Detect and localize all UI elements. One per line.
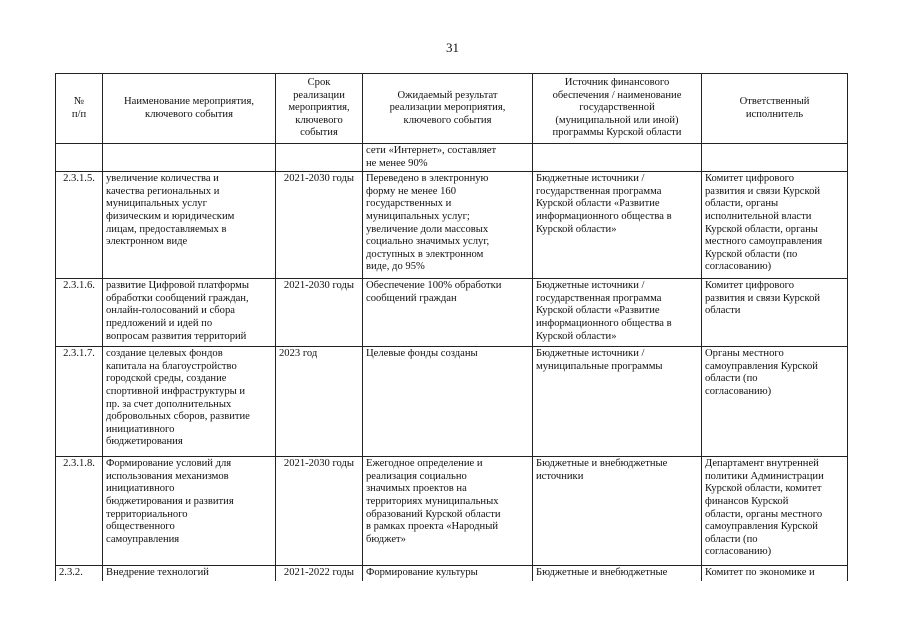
text-line: информационного общества в xyxy=(536,210,672,222)
text-line: социально значимых услуг, xyxy=(366,236,490,248)
text-line: Ожидаемый результат xyxy=(397,89,498,101)
text-line: территориях муниципальных xyxy=(366,495,499,507)
header-funding-source xyxy=(533,74,702,144)
text-line: Курской области, комитет xyxy=(705,483,822,495)
text-line: 2021-2022 годы xyxy=(283,567,355,579)
text-line: согласованию) xyxy=(705,261,772,273)
row-name xyxy=(103,172,276,279)
row-term xyxy=(276,566,363,581)
text-line: Формирование условий для xyxy=(106,458,232,470)
text-line: виде, до 95% xyxy=(366,261,425,273)
text-line: пр. за счет дополнительных xyxy=(106,398,232,410)
table-header-row xyxy=(56,74,848,144)
text-line: обеспечения / наименование xyxy=(552,89,682,101)
text-line: 2021-2030 годы xyxy=(283,280,355,292)
row-number: 2.3.1.6. xyxy=(56,279,103,347)
text-line: 2021-2030 годы xyxy=(283,458,355,470)
row-term xyxy=(276,279,363,347)
row-result xyxy=(363,172,533,279)
row-term xyxy=(276,144,363,172)
row-source xyxy=(533,347,702,457)
text-line: муниципальные программы xyxy=(536,360,663,372)
text-line: спортивной инфраструктуры и xyxy=(106,385,246,397)
row-source xyxy=(533,457,702,566)
row-source xyxy=(533,279,702,347)
text-line: исполнительной власти xyxy=(705,210,812,222)
header-executor xyxy=(702,74,848,144)
row-executor xyxy=(702,144,848,172)
row-name xyxy=(103,457,276,566)
text-line: области (по xyxy=(705,373,758,385)
text-line: ключевого xyxy=(295,114,343,126)
header-expected-result xyxy=(363,74,533,144)
row-source xyxy=(533,566,702,581)
text-line: Курской области, органы xyxy=(705,223,818,235)
text-line: вопросам развития территорий xyxy=(106,330,247,342)
text-line: Внедрение технологий xyxy=(106,567,209,579)
text-line: Комитет по экономике и xyxy=(705,567,815,579)
text-line: Ответственный xyxy=(739,95,810,107)
text-line: источники xyxy=(536,470,584,482)
text-line: Курской области «Развитие xyxy=(536,198,660,210)
table-row xyxy=(56,172,848,279)
text-line: самоуправления xyxy=(106,533,180,545)
text-line: Обеспечение 100% обработки xyxy=(366,280,502,292)
text-line: № xyxy=(73,95,85,107)
text-line: ключевого события xyxy=(403,114,492,126)
text-line: исполнитель xyxy=(745,108,804,120)
text-line: сообщений граждан xyxy=(366,292,457,304)
text-line: доступных в электронном xyxy=(366,248,484,260)
row-number: 2.3.1.5. xyxy=(56,172,103,279)
text-line: Курской области «Развитие xyxy=(536,305,660,317)
row-result xyxy=(363,144,533,172)
text-line: Комитет цифрового xyxy=(705,280,795,292)
text-line: физическим и юридическим xyxy=(106,210,235,222)
table-row xyxy=(56,566,848,581)
table-row xyxy=(56,347,848,457)
text-line: государственных и xyxy=(366,198,452,210)
text-line: самоуправления Курской xyxy=(705,521,818,533)
text-line: территориального xyxy=(106,508,188,520)
text-line: бюджетирования и развития xyxy=(106,495,234,507)
text-line: области (по xyxy=(705,533,758,545)
text-line: бюджет» xyxy=(366,533,406,545)
text-line: местного самоуправления xyxy=(705,236,823,248)
text-line: 2021-2030 годы xyxy=(283,173,355,185)
row-number xyxy=(56,144,103,172)
text-line: увеличение количества и xyxy=(106,173,219,185)
text-line: мероприятия, xyxy=(288,102,350,114)
row-name xyxy=(103,279,276,347)
text-line: финансов Курской xyxy=(705,495,789,507)
text-line: п/п xyxy=(71,108,87,120)
text-line: государственная программа xyxy=(536,185,662,197)
text-line: Органы местного xyxy=(705,348,784,360)
text-line: использования механизмов xyxy=(106,470,229,482)
table-row xyxy=(56,279,848,347)
text-line: (муниципальной или иной) xyxy=(555,114,679,126)
text-line: добровольных сборов, развитие xyxy=(106,411,250,423)
text-line: развития и связи Курской xyxy=(705,185,821,197)
text-line: увеличение доли массовых xyxy=(366,223,489,235)
text-line: значимых проектов на xyxy=(366,483,467,495)
text-line: онлайн-голосований и сбора xyxy=(106,305,235,317)
row-source xyxy=(533,172,702,279)
row-executor xyxy=(702,457,848,566)
text-line: программы Курской области xyxy=(552,127,682,139)
text-line: реализация социально xyxy=(366,470,467,482)
header-term xyxy=(276,74,363,144)
text-line: ключевого события xyxy=(145,108,233,120)
text-line: предложений и идей по xyxy=(106,317,213,329)
text-line: Ежегодное определение и xyxy=(366,458,483,470)
text-line: 2023 год xyxy=(279,348,318,360)
text-line: образований Курской области xyxy=(366,508,501,520)
text-line: Бюджетные и внебюджетные xyxy=(536,458,668,470)
text-line: сети «Интернет», составляет xyxy=(366,145,497,156)
row-number: 2.3.1.8. xyxy=(56,457,103,566)
text-line: городской среды, создание xyxy=(106,373,227,385)
text-line: электронном виде xyxy=(106,236,188,248)
text-line: муниципальных услуг xyxy=(106,198,207,210)
text-line: Срок xyxy=(307,77,331,89)
text-line: муниципальных услуг; xyxy=(366,210,470,222)
text-line: качества региональных и xyxy=(106,185,220,197)
text-line: информационного общества в xyxy=(536,317,672,329)
header-activity-name xyxy=(103,74,276,144)
table-row xyxy=(56,457,848,566)
text-line: государственной xyxy=(579,102,655,114)
text-line: создание целевых фондов xyxy=(106,348,223,360)
text-line: политики Администрации xyxy=(705,470,824,482)
text-line: Курской области» xyxy=(536,330,617,342)
row-executor xyxy=(702,172,848,279)
text-line: Источник финансового xyxy=(564,77,670,89)
text-line: лицам, предоставляемых в xyxy=(106,223,227,235)
row-executor xyxy=(702,279,848,347)
page-number: 31 xyxy=(446,40,459,55)
text-line: Комитет цифрового xyxy=(705,173,795,185)
text-line: форму не менее 160 xyxy=(366,185,456,197)
text-line: события xyxy=(300,127,338,139)
text-line: инициативного xyxy=(106,483,175,495)
text-line: Бюджетные источники / xyxy=(536,348,645,360)
text-line: самоуправления Курской xyxy=(705,360,818,372)
text-line: Целевые фонды созданы xyxy=(366,348,478,360)
text-line: Бюджетные источники / xyxy=(536,280,645,292)
text-line: государственная программа xyxy=(536,292,662,304)
activities-table xyxy=(55,73,848,581)
row-term xyxy=(276,172,363,279)
text-line: Переведено в электронную xyxy=(366,173,489,185)
text-line: бюджетирования xyxy=(106,436,183,448)
text-line: Курской области (по xyxy=(705,248,798,260)
row-executor xyxy=(702,347,848,457)
row-name xyxy=(103,144,276,172)
text-line: развития и связи Курской xyxy=(705,292,821,304)
text-line: капитала на благоустройство xyxy=(106,360,237,372)
text-line: Бюджетные источники / xyxy=(536,173,645,185)
row-result xyxy=(363,347,533,457)
text-line: не менее 90% xyxy=(366,157,428,169)
text-line: реализации xyxy=(293,89,345,101)
row-executor xyxy=(702,566,848,581)
header-number xyxy=(56,74,103,144)
text-line: обработки сообщений граждан, xyxy=(106,292,249,304)
text-line: области xyxy=(705,305,741,317)
text-line: инициативного xyxy=(106,423,175,435)
table-row xyxy=(56,144,848,172)
row-name xyxy=(103,347,276,457)
row-term xyxy=(276,347,363,457)
row-result xyxy=(363,279,533,347)
text-line: в рамках проекта «Народный xyxy=(366,521,498,533)
text-line: Курской области» xyxy=(536,223,617,235)
row-number: 2.3.1.7. xyxy=(56,347,103,457)
text-line: области, органы xyxy=(705,198,779,210)
row-result xyxy=(363,457,533,566)
row-source xyxy=(533,144,702,172)
text-line: общественного xyxy=(106,521,175,533)
row-term xyxy=(276,457,363,566)
text-line: области, органы местного xyxy=(705,508,823,520)
row-name xyxy=(103,566,276,581)
row-result xyxy=(363,566,533,581)
text-line: развитие Цифровой платформы xyxy=(106,280,249,292)
text-line: реализации мероприятия, xyxy=(389,102,506,114)
row-number: 2.3.2. xyxy=(56,566,103,581)
text-line: Бюджетные и внебюджетные xyxy=(536,567,668,579)
text-line: Департамент внутренней xyxy=(705,458,819,470)
text-line: Наименование мероприятия, xyxy=(124,95,254,107)
text-line: Формирование культуры xyxy=(366,567,478,579)
text-line: согласованию) xyxy=(705,546,772,558)
text-line: согласованию) xyxy=(705,385,772,397)
